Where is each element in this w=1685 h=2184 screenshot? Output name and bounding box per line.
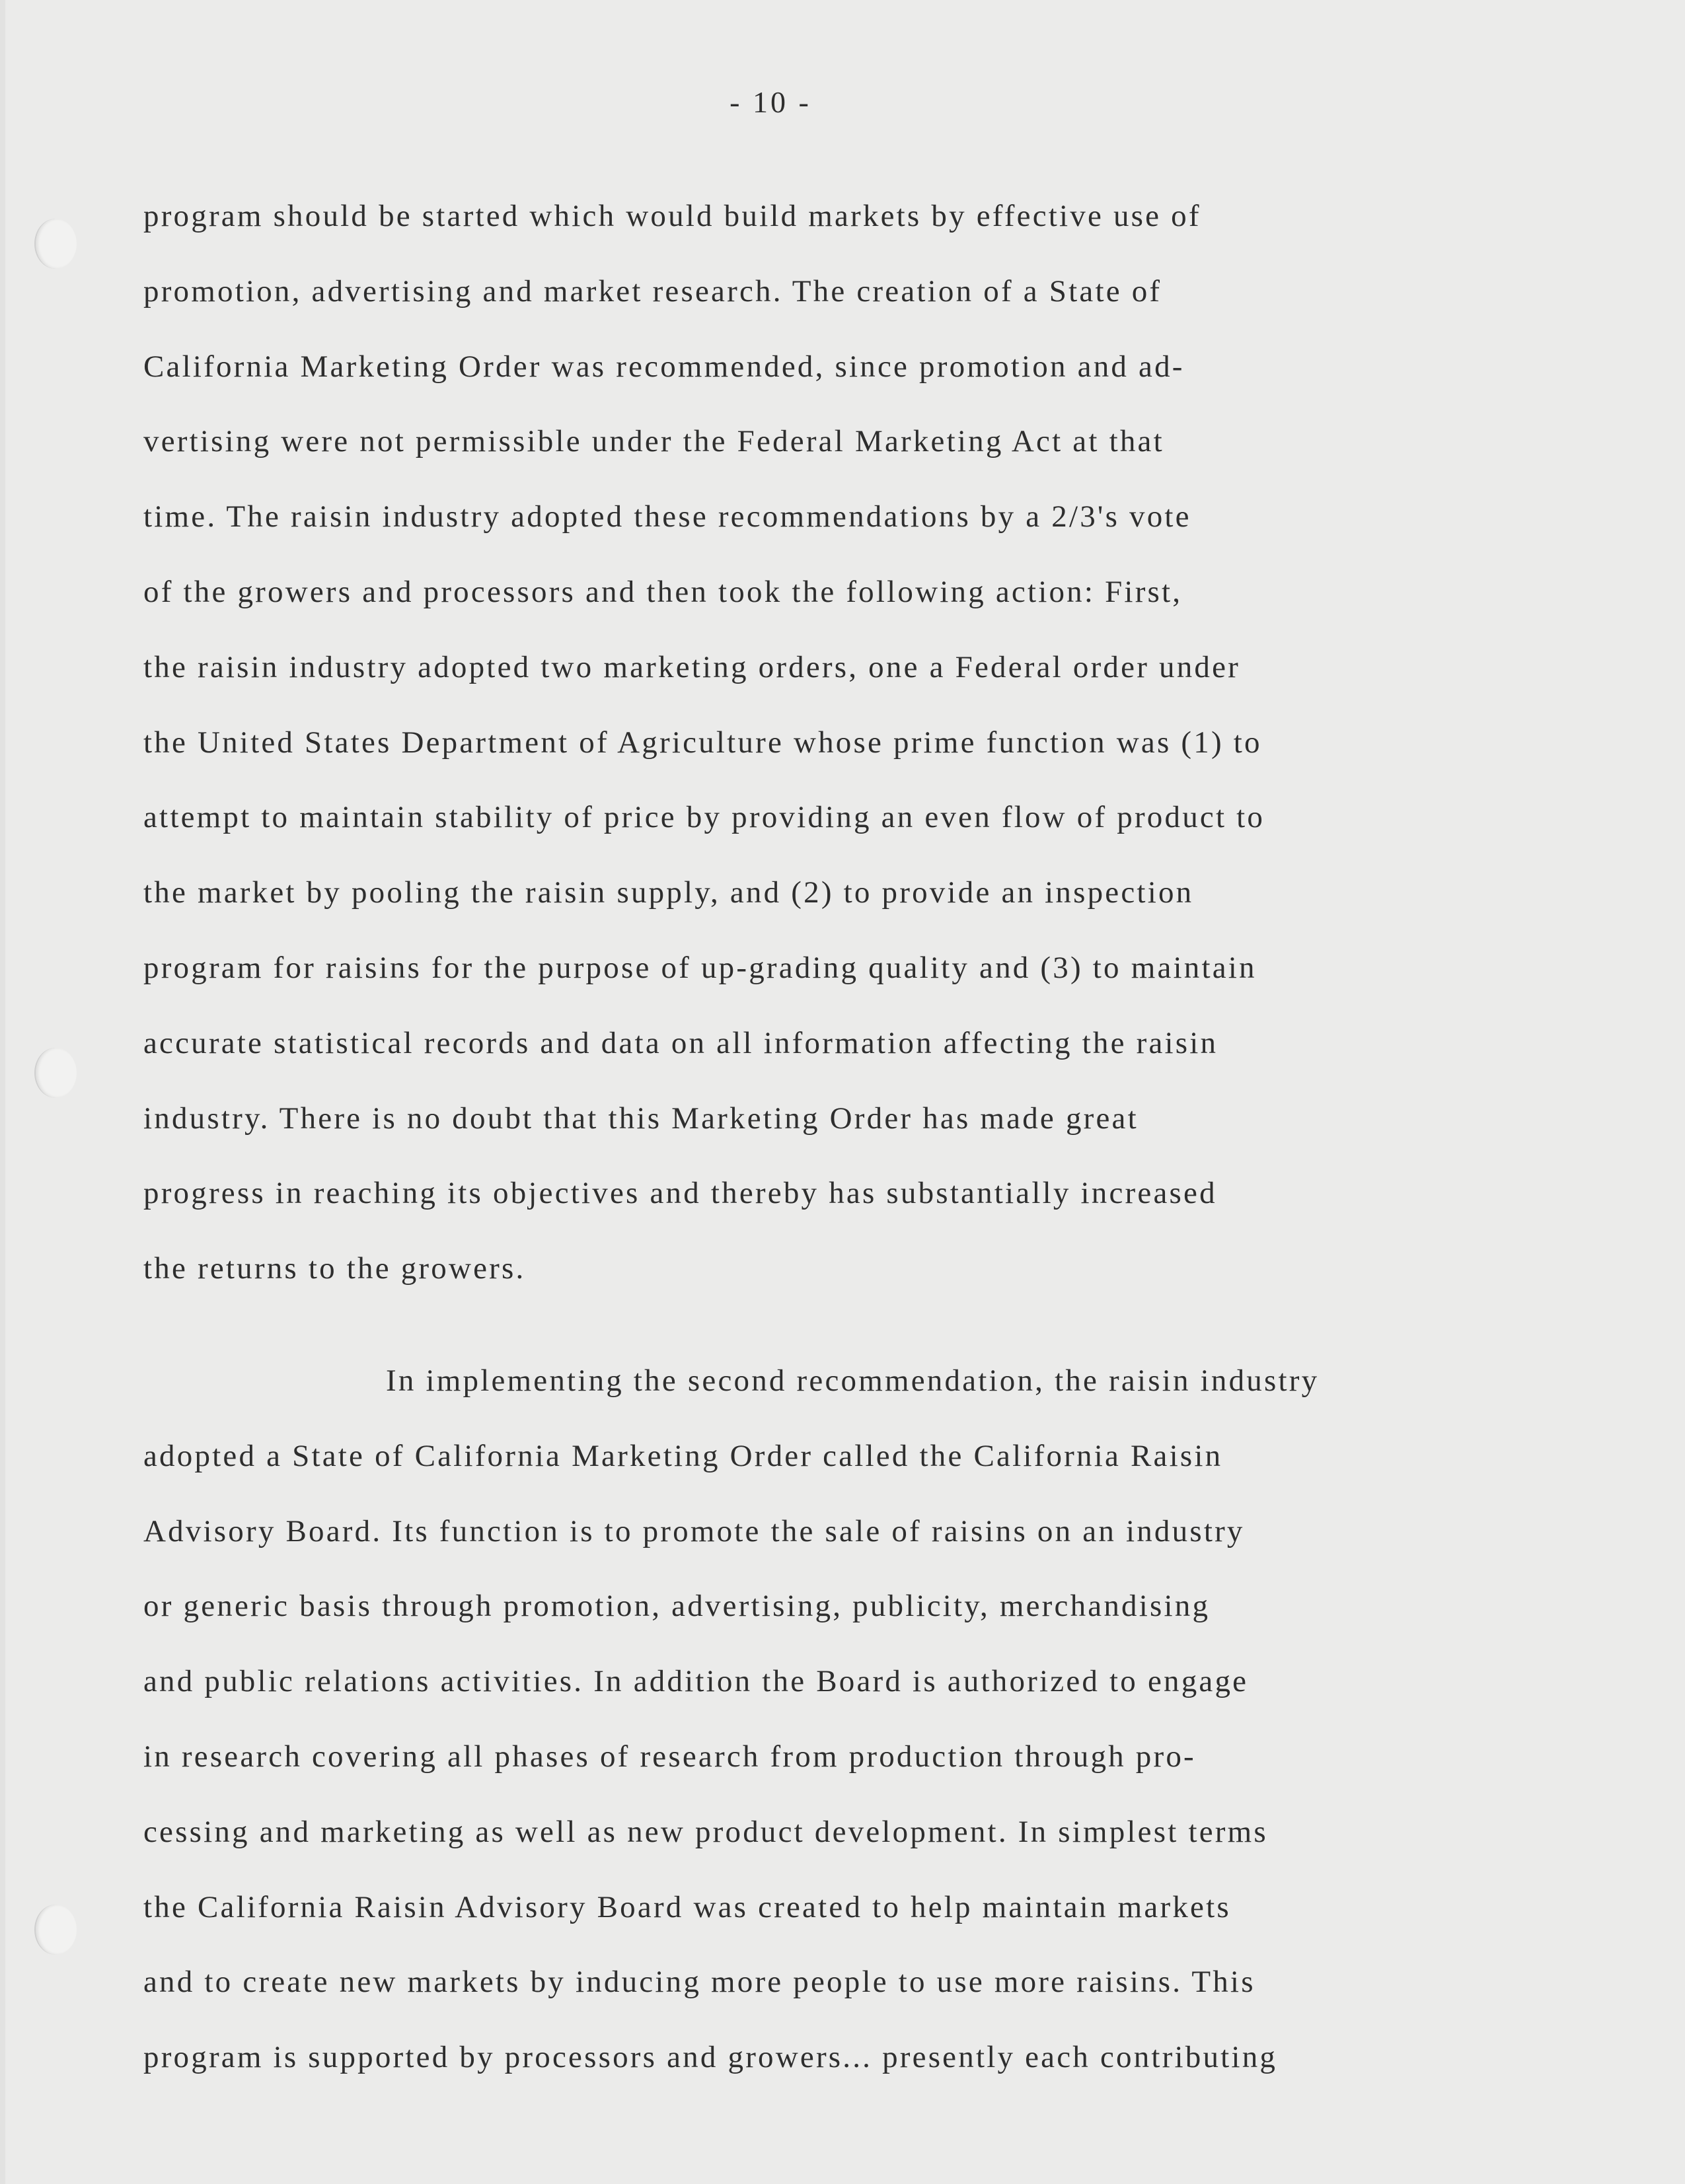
text-line: progress in reaching its objectives and thereby has substantially increased [143,1176,1217,1211]
text-line: accurate statistical records and data on all information affecting the raisin [143,1025,1218,1060]
text-line: program should be started which would build markets by effective use of [143,199,1201,233]
text-line: the market by pooling the raisin supply, and (2) to provide an inspection [143,875,1194,910]
page-number: - 10 - [730,85,811,119]
text-line: program is supported by processors and growers... presently each contributing [143,2040,1278,2075]
text-line: promotion, advertising and market research. The creation of a State of [143,273,1162,309]
text-line: in research covering all phases of research from production through pro- [143,1739,1196,1774]
text-line: or generic basis through promotion, advertising, publicity, merchandising [143,1589,1211,1624]
text-line: In implementing the second recommendation, the raisin industry [386,1364,1320,1398]
text-line: and to create new markets by inducing more people to use more raisins. This [143,1965,1255,2000]
text-line: California Marketing Order was recommended, since promotion and ad- [143,349,1185,384]
text-line: program for raisins for the purpose of up-grading quality and (3) to maintain [143,951,1257,985]
text-line: Advisory Board. Its function is to promote the sale of raisins on an industry [143,1513,1245,1548]
text-line: the returns to the growers. [143,1251,526,1286]
text-line: the United States Department of Agriculture whose prime function was (1) to [143,725,1262,760]
text-line: the raisin industry adopted two marketing orders, one a Federal order under [143,649,1241,684]
punch-hole [34,219,77,269]
text-line: of the growers and processors and then took the following action: First, [143,575,1183,609]
text-line: time. The raisin industry adopted these recommendations by a 2/3's vote [143,499,1191,534]
text-line: and public relations activities. In addition the Board is authorized to engage [143,1664,1249,1699]
text-line: adopted a State of California Marketing Order called the California Raisin [143,1438,1223,1473]
text-line: vertising were not permissible under the Federal Marketing Act at that [143,424,1164,459]
text-line: industry. There is no doubt that this Marketing Order has made great [143,1101,1139,1136]
text-line: the California Raisin Advisory Board was created to help maintain markets [143,1889,1231,1924]
punch-hole [34,1048,77,1098]
text-line: cessing and marketing as well as new product development. In simplest terms [143,1814,1268,1849]
punch-hole [34,1905,77,1955]
text-line: attempt to maintain stability of price by providing an even flow of product to [143,800,1265,835]
page-edge [0,0,5,2184]
